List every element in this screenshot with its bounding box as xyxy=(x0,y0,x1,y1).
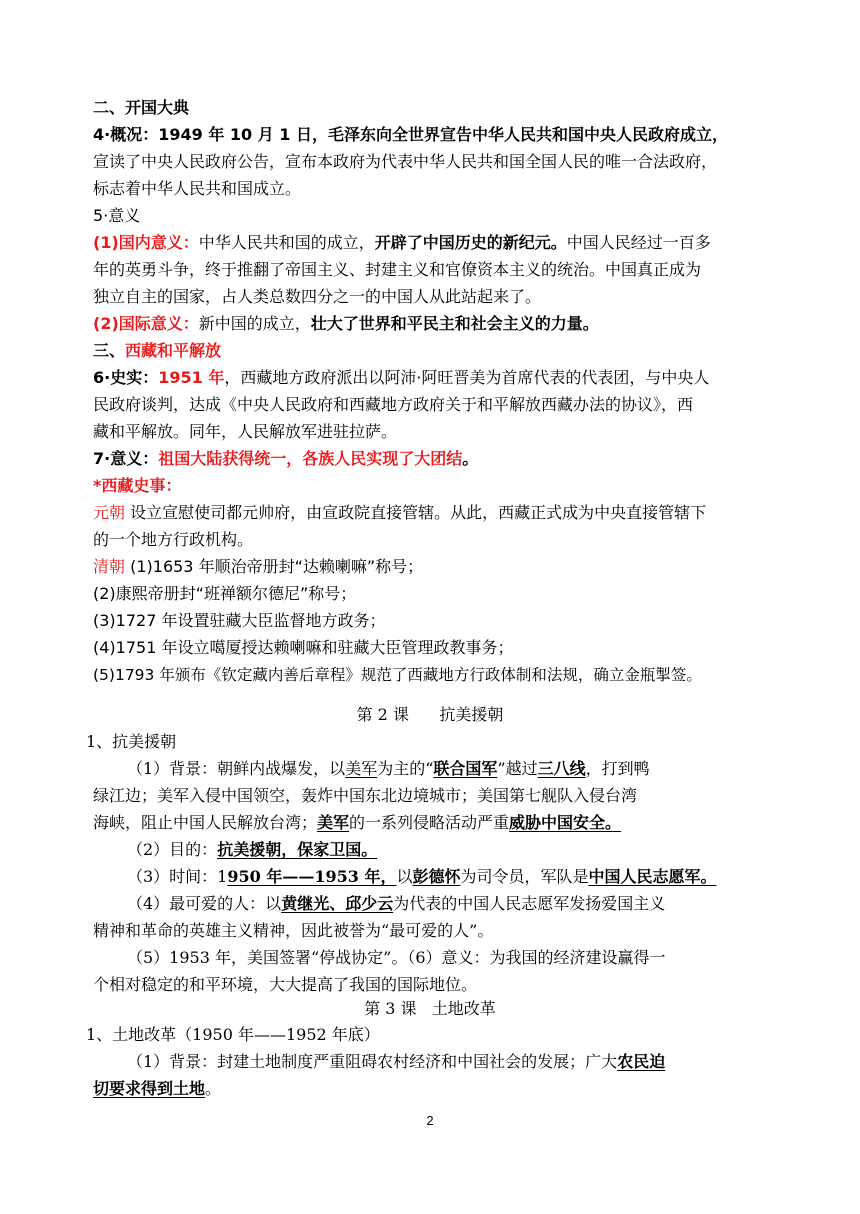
underlined-text: 三八线 xyxy=(537,759,586,778)
paragraph-4-line-2 xyxy=(93,151,717,173)
bold-text: 壮大了世界和平民主和社会主义的力量。 xyxy=(310,314,599,333)
text: (4)1751 年设立噶厦授达赖喇嘛和驻藏大臣管理政教事务； xyxy=(93,638,514,657)
text: 中国人民经过一百多 xyxy=(566,233,711,252)
domestic-label: (1)国内意义： xyxy=(93,233,199,252)
heroes-line-1 xyxy=(127,893,665,915)
text: 绿江边；美军入侵中国领空，轰炸中国东北边境城市；美国第七舰队入侵台湾 xyxy=(93,786,638,805)
text: 标志着中华人民共和国成立。 xyxy=(93,179,302,198)
underlined-text: 农民迫 xyxy=(617,1052,666,1071)
paragraph-6-line-2 xyxy=(93,394,693,416)
land-reform-background-line-1 xyxy=(127,1051,665,1073)
text: 中华人民共和国的成立， xyxy=(198,233,375,252)
underlined-text: 黄继光、邱少云 xyxy=(281,894,394,913)
text: (1)1653 年顺治帝册封“达赖喇嘛”称号； xyxy=(125,557,424,576)
text: （4）最可爱的人：以 xyxy=(127,894,282,913)
qing-line-5 xyxy=(93,664,702,686)
background-line-3 xyxy=(93,812,621,834)
underlined-text: 950 年——1953 年， xyxy=(227,867,397,886)
text: 1、抗美援朝 xyxy=(86,732,177,751)
text: ，西藏地方政府派出以阿沛·阿旺晋美为首席代表的代表团，与中央人 xyxy=(224,368,710,387)
purpose-line xyxy=(127,839,377,861)
section-heading-tibet xyxy=(93,340,221,362)
underlined-text: 切要求得到土地 xyxy=(93,1079,206,1098)
text: 为代表的中国人民志愿军发扬爱国主义 xyxy=(393,894,666,913)
dynasty-label: 清朝 xyxy=(93,557,126,576)
text: （2）目的： xyxy=(127,840,218,859)
time-line xyxy=(127,866,717,888)
text: （3）时间：1 xyxy=(127,867,228,886)
land-reform-background-line-2 xyxy=(93,1078,221,1100)
lesson-3-heading xyxy=(86,1024,380,1046)
heading-text: 二、开国大典 xyxy=(93,98,190,117)
text: 为主的“ xyxy=(377,759,434,778)
text: 独立自主的国家，占人类总数四分之一的中国人从此站起来了。 xyxy=(93,287,542,306)
underlined-text: 彭德怀 xyxy=(412,867,461,886)
international-label: (2)国际意义： xyxy=(93,314,199,333)
underlined-text: 威胁中国安全。 xyxy=(509,813,622,832)
domestic-significance-line-3 xyxy=(93,286,541,308)
qing-line-4 xyxy=(93,637,513,659)
text: 设立宣慰使司都元帅府，由宣政院直接管辖。从此，西藏正式成为中央直接管辖下 xyxy=(125,503,707,522)
section-heading-founding-ceremony xyxy=(93,97,189,119)
heading-number: 三、 xyxy=(93,341,126,360)
paragraph-4-line-3 xyxy=(93,178,301,200)
text: （1）背景：封建土地制度严重阻碍农村经济和中国社会的发展；广大 xyxy=(127,1052,618,1071)
dynasty-label: 元朝 xyxy=(93,503,126,522)
background-line-1 xyxy=(127,758,650,780)
text: 年的英勇斗争，终于推翻了帝国主义、封建主义和官僚资本主义的统治。中国真正成为 xyxy=(93,260,702,279)
text: 1、土地改革（1950 年——1952 年底） xyxy=(86,1025,380,1044)
text: 第 2 课 抗美援朝 xyxy=(356,705,504,724)
text: 新中国的成立， xyxy=(198,314,311,333)
text: 的一系列侵略活动严重 xyxy=(349,813,510,832)
year: 1951 年 xyxy=(158,368,225,387)
text: ，打到鸭 xyxy=(585,759,650,778)
text: 5·意义 xyxy=(93,206,141,225)
qing-line-1 xyxy=(93,556,423,578)
lesson-2-heading xyxy=(86,731,176,753)
text: 藏和平解放。同年，人民解放军进驻拉萨。 xyxy=(93,422,398,441)
underlined-text: 中国人民志愿军。 xyxy=(588,867,717,886)
yuan-line-1 xyxy=(93,502,706,524)
underlined-text: 联合国军 xyxy=(433,759,498,778)
paragraph-5-heading xyxy=(93,205,140,227)
text: ”越过 xyxy=(497,759,538,778)
label: 7·意义： xyxy=(93,449,159,468)
text: 第 3 课 土地改革 xyxy=(364,999,496,1018)
text: (2)康熙帝册封“班禅额尔德尼”称号； xyxy=(93,584,357,603)
international-significance-line xyxy=(93,313,599,335)
label: 6·史实： xyxy=(93,368,159,387)
text: 精神和革命的英雄主义精神，因此被誉为“最可爱的人”。 xyxy=(93,921,494,940)
text: 海峡，阻止中国人民解放台湾； xyxy=(93,813,318,832)
armistice-line-1 xyxy=(127,947,666,969)
heroes-line-2 xyxy=(93,920,493,942)
text: （1）背景：朝鲜内战爆发，以 xyxy=(127,759,346,778)
text: 宣读了中央人民政府公告，宣布本政府为代表中华人民共和国全国人民的唯一合法政府， xyxy=(93,152,718,171)
yuan-line-2 xyxy=(93,529,253,551)
text: 4·概况：1949 年 10 月 1 日，毛泽东向全世界宣告中华人民共和国中央人民政府成立， xyxy=(93,125,728,144)
text: (5)1793 年颁布《钦定藏内善后章程》规范了西藏地方行政体制和法规，确立金瓶掣签。 xyxy=(93,666,702,684)
paragraph-4-line-1 xyxy=(93,124,728,146)
lesson-2-title xyxy=(0,704,860,726)
heading-text: 西藏和平解放 xyxy=(125,341,222,360)
highlight-text: 祖国大陆获得统一，各族人民实现了大团结 xyxy=(158,449,463,468)
text: 民政府谈判，达成《中央人民政府和西藏地方政府关于和平解放西藏办法的协议》，西 xyxy=(93,395,694,414)
qing-line-3 xyxy=(93,610,385,632)
text: *西藏史事： xyxy=(93,476,182,495)
text: 。 xyxy=(205,1079,222,1098)
text: 的一个地方行政机构。 xyxy=(93,530,254,549)
paragraph-6-line-3 xyxy=(93,421,397,443)
page-number: 2 xyxy=(426,1113,434,1128)
domestic-significance-line-2 xyxy=(93,259,701,281)
armistice-line-2 xyxy=(93,974,477,996)
tibet-history-heading xyxy=(93,475,181,497)
paragraph-6-line-1 xyxy=(93,367,709,389)
underlined-text: 美军 xyxy=(317,813,350,832)
underlined-text: 美军 xyxy=(345,759,378,778)
text: 以 xyxy=(396,867,413,886)
text: （5）1953 年，美国签署“停战协定”。（6）意义：为我国的经济建设赢得一 xyxy=(127,948,666,967)
underlined-text: 抗美援朝，保家卫国。 xyxy=(217,840,378,859)
text: 为司令员，军队是 xyxy=(460,867,589,886)
text: 。 xyxy=(462,449,479,468)
bold-text: 开辟了中国历史的新纪元。 xyxy=(374,233,567,252)
text: (3)1727 年设置驻藏大臣监督地方政务； xyxy=(93,611,386,630)
text: 个相对稳定的和平环境，大大提高了我国的国际地位。 xyxy=(93,975,478,994)
domestic-significance-line-1 xyxy=(93,232,711,254)
paragraph-7 xyxy=(93,448,478,470)
lesson-3-title xyxy=(0,998,860,1020)
background-line-2 xyxy=(93,785,637,807)
qing-line-2 xyxy=(93,583,356,605)
